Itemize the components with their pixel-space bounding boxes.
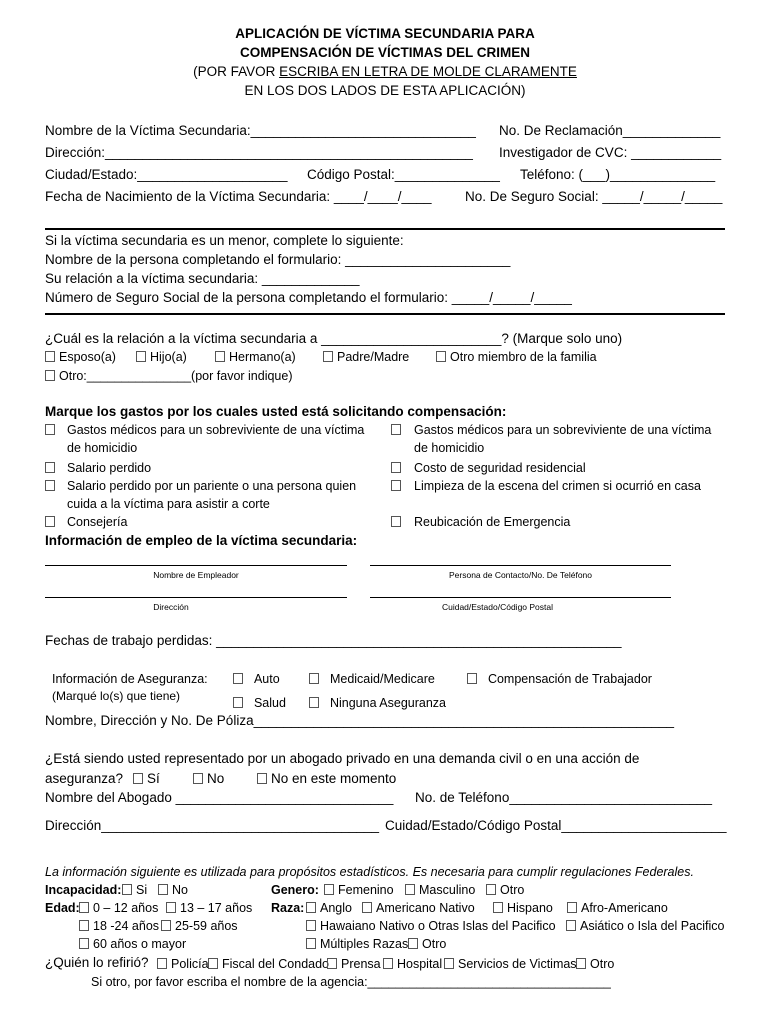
checkbox-icon[interactable] xyxy=(79,902,89,913)
referral-option[interactable]: Hospital xyxy=(383,957,442,971)
relationship-question[interactable]: ¿Cuál es la relación a la víctima secundaria a ________________________? (Marque solo uno) xyxy=(45,331,623,346)
attorney-question-line2: aseguranza? xyxy=(45,771,124,786)
section-divider xyxy=(45,228,725,230)
checkbox-icon[interactable] xyxy=(45,424,55,435)
insurance-option[interactable]: Auto xyxy=(233,672,280,686)
disability-option[interactable]: Si xyxy=(122,883,147,897)
referral-option[interactable]: Otro xyxy=(576,957,614,971)
insurance-option[interactable]: Compensación de Trabajador xyxy=(467,672,652,686)
referral-option[interactable]: Servicios de Victimas xyxy=(444,957,577,971)
stats-note: La información siguiente es utilizada para propósitos estadísticos. Es necesaria para cumplir regulaciones Federales. xyxy=(45,865,694,879)
phone-field[interactable]: Teléfono: (___)______________ xyxy=(520,167,716,182)
checkbox-icon[interactable] xyxy=(79,920,89,931)
checkbox-icon[interactable] xyxy=(215,351,225,362)
checkbox-icon[interactable] xyxy=(405,884,415,895)
checkbox-icon[interactable] xyxy=(309,673,319,684)
checkbox-icon[interactable] xyxy=(408,938,418,949)
agency-name-field[interactable]: Si otro, por favor escriba el nombre de la agencia:___________________________________ xyxy=(91,975,611,989)
expense-label: Gastos médicos para un sobreviviente de una víctima xyxy=(67,423,365,437)
expense-label: Gastos médicos para un sobreviviente de una víctima xyxy=(414,423,712,437)
expense-item[interactable] xyxy=(45,423,59,437)
employer-address-label: Dirección xyxy=(153,602,189,612)
attorney-option[interactable]: Sí xyxy=(133,771,160,786)
checkbox-icon[interactable] xyxy=(193,773,203,784)
checkbox-icon[interactable] xyxy=(486,884,496,895)
checkbox-icon[interactable] xyxy=(133,773,143,784)
insurance-option[interactable]: Ninguna Aseguranza xyxy=(309,696,446,710)
checkbox-icon[interactable] xyxy=(327,958,337,969)
gender-option[interactable]: Femenino xyxy=(324,883,394,897)
employer-label: Nombre de Empleador xyxy=(153,570,239,580)
attorney-address-field[interactable]: Dirección_____________________________________ xyxy=(45,818,380,833)
checkbox-icon[interactable] xyxy=(161,920,171,931)
form-instruction-line2: EN LOS DOS LADOS DE ESTA APLICACIÓN) xyxy=(244,83,526,98)
checkbox-icon[interactable] xyxy=(306,902,316,913)
relationship-option[interactable]: Esposo(a) xyxy=(45,350,116,364)
referral-option[interactable]: Prensa xyxy=(327,957,381,971)
insurance-option[interactable]: Medicaid/Medicare xyxy=(309,672,435,686)
expense-label: Salario perdido xyxy=(67,461,152,475)
gender-label: Genero: xyxy=(271,883,319,897)
checkbox-icon[interactable] xyxy=(493,902,503,913)
referral-option[interactable]: Policía xyxy=(157,957,209,971)
age-option[interactable]: 25-59 años xyxy=(161,919,238,933)
employer-address-line[interactable] xyxy=(45,597,347,598)
minor-ssn-field[interactable]: Número de Seguro Social de la persona completando el formulario: _____/_____/_____ xyxy=(45,290,572,305)
relationship-option[interactable]: Hijo(a) xyxy=(136,350,187,364)
disability-option[interactable]: No xyxy=(158,883,188,897)
employer-city-label: Cuidad/Estado/Código Postal xyxy=(441,602,554,612)
zip-field[interactable]: Código Postal:______________ xyxy=(307,167,500,182)
investigator-field[interactable]: Investigador de CVC: ____________ xyxy=(499,145,722,160)
attorney-name-field[interactable]: Nombre del Abogado _____________________________ xyxy=(45,790,394,805)
checkbox-icon[interactable] xyxy=(79,938,89,949)
policy-field[interactable]: Nombre, Dirección y No. De Póliza________________________________________________________ xyxy=(45,713,675,728)
expense-label: Consejería xyxy=(67,515,128,529)
checkbox-icon[interactable] xyxy=(306,920,316,931)
checkbox-icon[interactable] xyxy=(233,697,243,708)
expense-item[interactable] xyxy=(391,423,405,437)
race-option[interactable]: Americano Nativo xyxy=(362,901,475,915)
checkbox-icon[interactable] xyxy=(576,958,586,969)
race-label: Raza: xyxy=(271,901,305,915)
checkbox-icon[interactable] xyxy=(122,884,132,895)
gender-option[interactable]: Otro xyxy=(486,883,524,897)
form-title-line1: APLICACIÓN DE VÍCTIMA SECUNDARIA PARA xyxy=(235,26,535,41)
checkbox-icon[interactable] xyxy=(257,773,267,784)
checkbox-icon[interactable] xyxy=(158,884,168,895)
expense-label: Salario perdido por un pariente o una persona quien xyxy=(67,479,357,493)
expense-item[interactable] xyxy=(45,461,59,475)
age-option[interactable]: 60 años o mayor xyxy=(79,937,186,951)
checkbox-icon[interactable] xyxy=(136,351,146,362)
checkbox-icon[interactable] xyxy=(45,480,55,491)
employer-input-line[interactable] xyxy=(45,565,347,566)
minor-name-field[interactable]: Nombre de la persona completando el formulario: ______________________ xyxy=(45,252,511,267)
age-label: Edad: xyxy=(45,901,80,915)
checkbox-icon[interactable] xyxy=(323,351,333,362)
relationship-option[interactable]: Otro miembro de la familia xyxy=(436,350,597,364)
expense-item[interactable] xyxy=(391,479,405,493)
race-option[interactable]: Anglo xyxy=(306,901,352,915)
expense-label: de homicidio xyxy=(67,441,138,455)
employer-city-line[interactable] xyxy=(370,597,671,598)
age-option[interactable]: 13 – 17 años xyxy=(166,901,252,915)
relationship-option[interactable]: Hermano(a) xyxy=(215,350,296,364)
checkbox-icon[interactable] xyxy=(208,958,218,969)
checkbox-icon[interactable] xyxy=(45,370,55,381)
minor-intro: Si la víctima secundaria es un menor, complete lo siguiente: xyxy=(45,233,404,248)
expenses-heading: Marque los gastos por los cuales usted está solicitando compensación: xyxy=(45,404,507,419)
attorney-city-field[interactable]: Cuidad/Estado/Código Postal______________________ xyxy=(385,818,727,833)
checkbox-icon[interactable] xyxy=(233,673,243,684)
checkbox-icon[interactable] xyxy=(391,424,401,435)
checkbox-icon[interactable] xyxy=(45,351,55,362)
ssn-field[interactable]: No. De Seguro Social: _____/_____/_____ xyxy=(465,189,723,204)
insurance-label: Información de Aseguranza: xyxy=(52,672,208,686)
race-option[interactable]: Afro-Americano xyxy=(567,901,668,915)
expense-item[interactable] xyxy=(391,461,405,475)
checkbox-icon[interactable] xyxy=(391,462,401,473)
relationship-option[interactable]: Padre/Madre xyxy=(323,350,409,364)
expense-item[interactable] xyxy=(45,515,59,529)
attorney-question-line1: ¿Está siendo usted representado por un abogado privado en una demanda civil o en una acción de xyxy=(45,751,640,766)
expense-label: Reubicación de Emergencia xyxy=(414,515,571,529)
checkbox-icon[interactable] xyxy=(45,462,55,473)
checkbox-icon[interactable] xyxy=(467,673,477,684)
checkbox-icon[interactable] xyxy=(45,516,55,527)
checkbox-icon[interactable] xyxy=(166,902,176,913)
insurance-option[interactable]: Salud xyxy=(233,696,286,710)
race-option[interactable]: Otro xyxy=(408,937,446,951)
address-field[interactable]: Dirección:_________________________________________________ xyxy=(45,145,473,160)
insurance-sublabel: (Marqué lo(s) que tiene) xyxy=(52,689,181,703)
checkbox-icon[interactable] xyxy=(309,697,319,708)
minor-relation-field[interactable]: Su relación a la víctima secundaria: _____________ xyxy=(45,271,360,286)
expense-item[interactable] xyxy=(45,479,59,493)
employment-heading: Información de empleo de la víctima secundaria: xyxy=(45,533,358,548)
birth-date-field[interactable]: Fecha de Nacimiento de la Víctima Secundaria: ____/____/____ xyxy=(45,189,432,204)
checkbox-icon[interactable] xyxy=(444,958,454,969)
age-option[interactable]: 18 -24 años xyxy=(79,919,159,933)
lost-work-dates-field[interactable]: Fechas de trabajo perdidas: ______________________________________________________ xyxy=(45,633,622,648)
attorney-phone-field[interactable]: No. de Teléfono___________________________ xyxy=(415,790,713,805)
section-divider xyxy=(45,313,725,315)
contact-label: Persona de Contacto/No. De Teléfono xyxy=(448,570,593,580)
race-option[interactable]: Múltiples Razas xyxy=(306,937,408,951)
city-state-field[interactable]: Ciudad/Estado:____________________ xyxy=(45,167,288,182)
expense-item[interactable] xyxy=(391,515,405,529)
checkbox-icon[interactable] xyxy=(324,884,334,895)
relationship-other[interactable]: Otro:_______________(por favor indique) xyxy=(45,369,293,383)
claim-number-field[interactable]: No. De Reclamación_____________ xyxy=(499,123,721,138)
checkbox-icon[interactable] xyxy=(391,516,401,527)
disability-label: Incapacidad: xyxy=(45,883,122,897)
expense-label: cuida a la víctima para asistir a corte xyxy=(67,497,270,511)
race-option[interactable]: Hispano xyxy=(493,901,553,915)
checkbox-icon[interactable] xyxy=(436,351,446,362)
victim-name-field[interactable]: Nombre de la Víctima Secundaria:______________________________ xyxy=(45,123,476,138)
gender-option[interactable]: Masculino xyxy=(405,883,475,897)
checkbox-icon[interactable] xyxy=(566,920,576,931)
attorney-option[interactable]: No en este momento xyxy=(257,771,396,786)
form-title-line2: COMPENSACIÓN DE VÍCTIMAS DEL CRIMEN xyxy=(239,45,531,60)
age-option[interactable]: 0 – 12 años xyxy=(79,901,158,915)
contact-input-line[interactable] xyxy=(370,565,671,566)
expense-label: Limpieza de la escena del crimen si ocurrió en casa xyxy=(414,479,701,493)
expense-label: de homicidio xyxy=(414,441,485,455)
checkbox-icon[interactable] xyxy=(157,958,167,969)
race-option[interactable]: Hawaiano Nativo o Otras Islas del Pacifico xyxy=(306,919,556,933)
checkbox-icon[interactable] xyxy=(362,902,372,913)
form-instruction-line1: (POR FAVOR ESCRIBA EN LETRA DE MOLDE CLARAMENTE xyxy=(193,64,577,79)
race-option[interactable]: Asiático o Isla del Pacifico xyxy=(566,919,725,933)
checkbox-icon[interactable] xyxy=(383,958,393,969)
checkbox-icon[interactable] xyxy=(567,902,577,913)
referral-label: ¿Quién lo refirió? xyxy=(45,955,149,970)
attorney-option[interactable]: No xyxy=(193,771,224,786)
referral-option[interactable]: Fiscal del Condado xyxy=(208,957,329,971)
expense-label: Costo de seguridad residencial xyxy=(414,461,586,475)
checkbox-icon[interactable] xyxy=(306,938,316,949)
checkbox-icon[interactable] xyxy=(391,480,401,491)
